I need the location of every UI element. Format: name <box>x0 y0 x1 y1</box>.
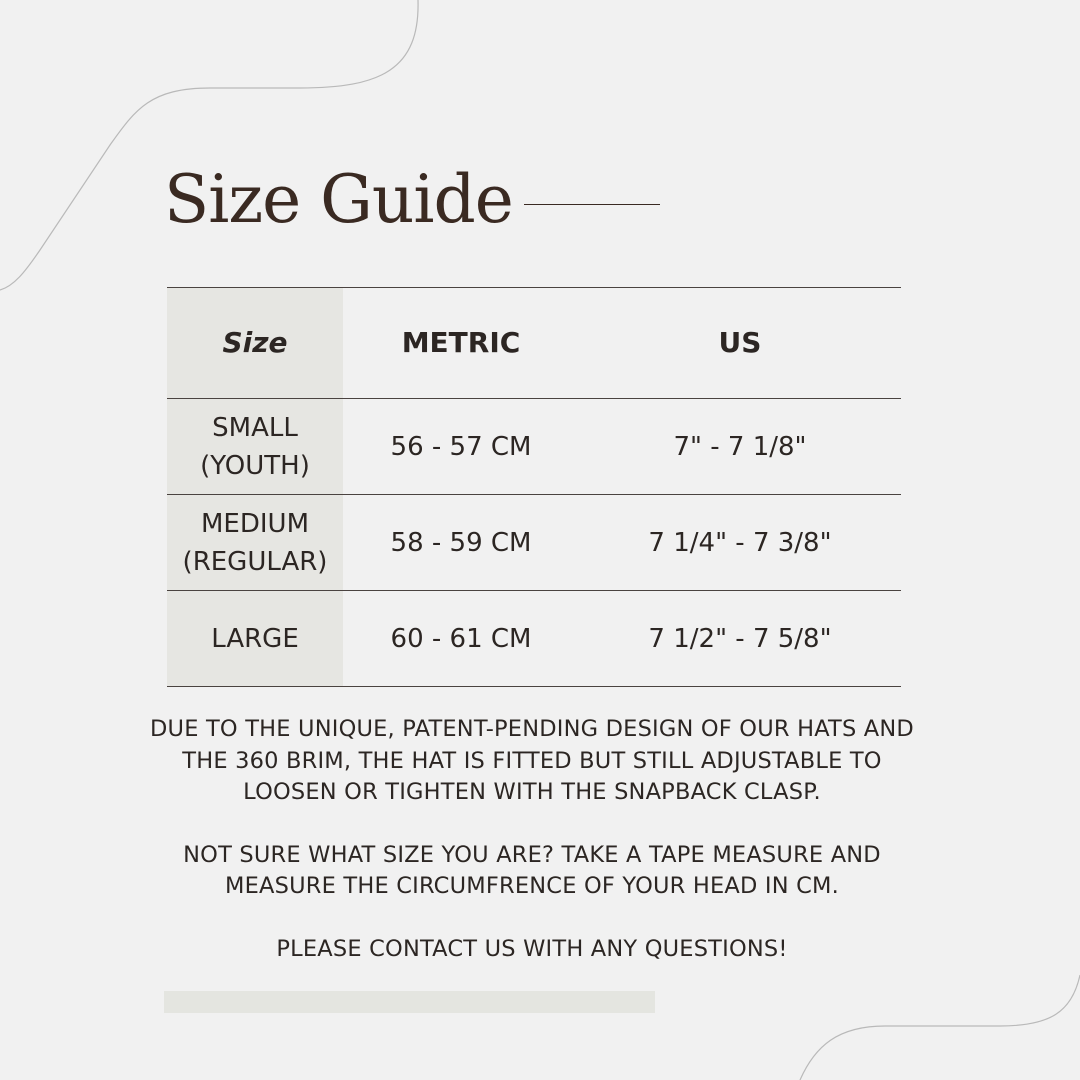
table-row-small <box>167 399 901 495</box>
table-row-large <box>167 591 901 687</box>
size-cell <box>167 591 343 687</box>
title-underline <box>524 204 660 205</box>
metric-cell: 60 - 61 CM <box>390 623 532 654</box>
us-cell: 7" - 7 1/8" <box>673 431 807 462</box>
us-cell: 7 1/4" - 7 3/8" <box>648 527 832 558</box>
size-name: MEDIUM <box>200 508 309 539</box>
size-subname: (REGULAR) <box>182 546 328 577</box>
header-metric: METRIC <box>401 326 521 359</box>
table-header-row <box>167 288 901 399</box>
header-size: Size <box>167 288 343 399</box>
metric-cell: 56 - 57 CM <box>390 431 532 462</box>
size-name: SMALL <box>212 412 298 443</box>
size-cell <box>167 399 343 495</box>
us-cell: 7 1/2" - 7 5/8" <box>648 623 832 654</box>
size-cell <box>167 495 343 591</box>
table-row-medium <box>167 495 901 591</box>
size-name: LARGE <box>211 623 299 654</box>
size-table <box>167 287 901 687</box>
fit-note: DUE TO THE UNIQUE, PATENT-PENDING DESIGN OF OUR HATS AND THE 360 BRIM, THE HAT IS FITTED BUT STILL ADJUSTABLE TO LOOSEN OR TIGHTEN WITH THE SNAPBACK CLASP. <box>150 716 914 805</box>
size-subname: (YOUTH) <box>200 450 310 481</box>
metric-cell: 58 - 59 CM <box>390 527 532 558</box>
contact-note: PLEASE CONTACT US WITH ANY QUESTIONS! <box>276 935 788 962</box>
top-left-curve <box>0 0 418 290</box>
header-us: US <box>718 326 762 359</box>
measure-note: NOT SURE WHAT SIZE YOU ARE? TAKE A TAPE MEASURE AND MEASURE THE CIRCUMFRENCE OF YOUR HEAD IN CM. <box>183 841 881 899</box>
page-title: Size Guide <box>164 161 513 238</box>
decorative-footer-bar <box>164 991 655 1013</box>
size-notes <box>150 714 914 996</box>
